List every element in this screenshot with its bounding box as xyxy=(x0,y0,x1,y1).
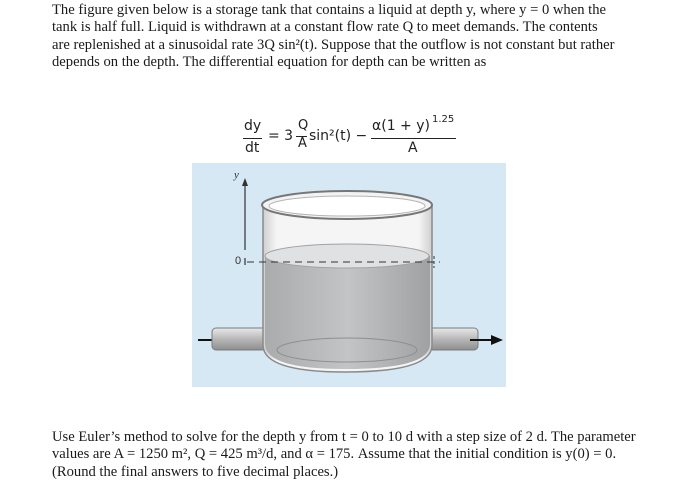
dy-numerator: dy xyxy=(244,118,262,134)
q-numerator: Q xyxy=(298,118,309,133)
question-line-2: values are A = 1250 m², Q = 425 m³/d, and α = 175. Assume that the initial condition is y(0) = 0. xyxy=(52,446,617,463)
zero-level-label: 0 xyxy=(235,255,242,267)
sin-squared-term: sin²(t) − xyxy=(309,128,368,144)
intro-line-2: tank is half full. Liquid is withdrawn at a constant flow rate Q to meet demands. The contents xyxy=(52,19,598,36)
y-axis-label: y xyxy=(234,169,239,181)
a-denominator-2: A xyxy=(408,140,418,156)
tank-liquid xyxy=(265,256,430,369)
inlet-pipe xyxy=(212,328,266,350)
dt-denominator: dt xyxy=(245,140,260,156)
liquid-surface xyxy=(265,244,429,268)
question-paragraph xyxy=(52,429,652,481)
question-line-3: (Round the final answers to five decimal places.) xyxy=(52,463,339,480)
a-denominator-1: A xyxy=(298,136,307,151)
alpha-numerator: α(1 + y) xyxy=(372,118,430,134)
intro-line-1: The figure given below is a storage tank that contains a liquid at depth y, where y = 0 when the xyxy=(52,2,606,18)
question-line-1: Use Euler’s method to solve for the depth y from t = 0 to 10 d with a step size of 2 d. The parameter xyxy=(52,429,636,445)
tank-opening xyxy=(269,196,425,216)
outlet-arrow-icon xyxy=(491,335,503,345)
y-axis-arrowhead xyxy=(242,178,248,186)
intro-line-4: depends on the depth. The differential equation for depth can be written as xyxy=(52,54,487,71)
intro-line-3: are replenished at a sinusoidal rate 3Q sin²(t). Suppose that the outflow is not constant but rather xyxy=(52,36,615,53)
exponent-label: 1.25 xyxy=(432,114,455,125)
equals-three: = 3 xyxy=(268,128,294,144)
